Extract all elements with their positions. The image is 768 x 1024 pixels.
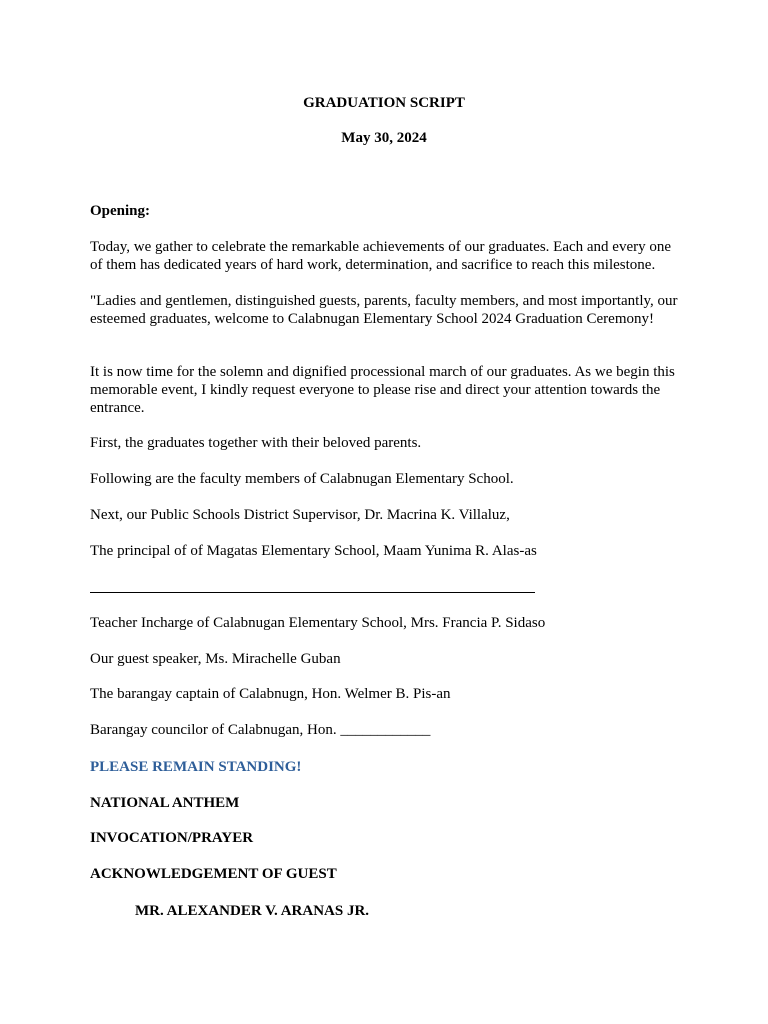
opening-heading: Opening: bbox=[90, 203, 151, 219]
heading-national-anthem: NATIONAL ANTHEM bbox=[90, 795, 240, 811]
heading-invocation-prayer: INVOCATION/PRAYER bbox=[90, 830, 254, 846]
heading-acknowledgement: ACKNOWLEDGEMENT OF GUEST bbox=[90, 866, 337, 882]
paragraph-faculty: Following are the faculty members of Calabnugan Elementary School. bbox=[90, 471, 514, 487]
document-date: May 30, 2024 bbox=[341, 130, 427, 146]
paragraph-intro: Today, we gather to celebrate the remarkable achievements of our graduates. Each and every one of them has dedicated years of hard work, determination, and sacrifice to reach this milestone. bbox=[90, 239, 672, 273]
paragraph-guest-speaker: Our guest speaker, Ms. Mirachelle Guban bbox=[90, 651, 341, 667]
acknowledged-guest-name: MR. ALEXANDER V. ARANAS JR. bbox=[135, 903, 370, 919]
paragraph-teacher-incharge: Teacher Incharge of Calabnugan Elementary School, Mrs. Francia P. Sidaso bbox=[90, 615, 546, 631]
remain-standing-notice: PLEASE REMAIN STANDING! bbox=[90, 759, 302, 775]
paragraph-principal: The principal of of Magatas Elementary School, Maam Yunima R. Alas-as bbox=[90, 543, 537, 559]
paragraph-supervisor: Next, our Public Schools District Supervisor, Dr. Macrina K. Villaluz, bbox=[90, 507, 510, 523]
paragraph-welcome: "Ladies and gentlemen, distinguished guests, parents, faculty members, and most importantly, our esteemed graduates, welcome to Calabnugan Elementary School 2024 Graduation Ceremony! bbox=[90, 293, 678, 327]
paragraph-graduates: First, the graduates together with their beloved parents. bbox=[90, 435, 422, 451]
document-title: GRADUATION SCRIPT bbox=[303, 95, 465, 111]
paragraph-processional: It is now time for the solemn and dignified processional march of our graduates. As we begin this memorable event, I kindly request everyone to please rise and direct your attention towards the entrance. bbox=[90, 364, 675, 416]
blank-underline bbox=[90, 592, 535, 593]
paragraph-barangay-councilor: Barangay councilor of Calabnugan, Hon. ____________ bbox=[90, 722, 431, 738]
paragraph-barangay-captain: The barangay captain of Calabnugn, Hon. Welmer B. Pis-an bbox=[90, 686, 451, 702]
